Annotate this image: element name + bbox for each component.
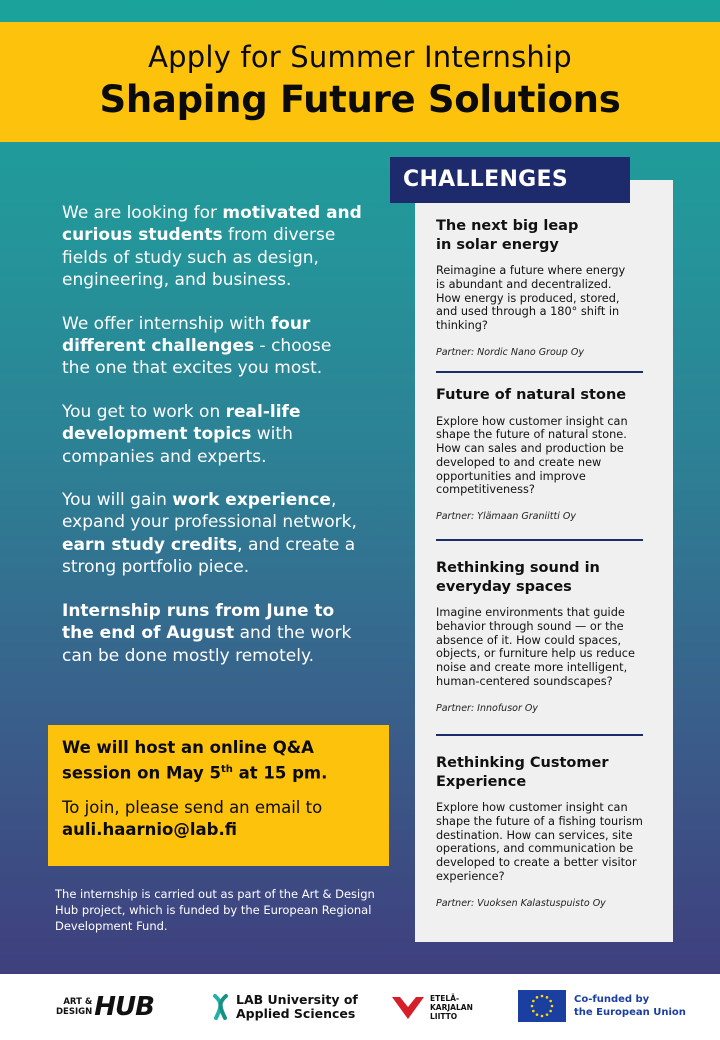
challenge-divider — [436, 371, 643, 373]
challenge-partner: Partner: Ylämaan Graniitti Oy — [436, 511, 576, 523]
eu-star — [541, 995, 544, 998]
eu-logo-text: Co-funded by the European Union — [574, 994, 686, 1018]
intro-paragraph-5 — [62, 600, 362, 667]
eu-star — [541, 1015, 544, 1018]
text: We offer internship with — [62, 313, 271, 334]
intro-paragraph-1 — [62, 202, 362, 292]
text: You get to work on — [62, 401, 226, 422]
qa-instruction: To join, please send an email to — [62, 797, 323, 817]
lab-logo-text: LAB University of Applied Sciences — [236, 992, 358, 1021]
header-title: Shaping Future Solutions — [99, 78, 621, 121]
qa-line1-end: at 15 pm. — [232, 763, 328, 783]
bold-text: work experience — [172, 490, 331, 511]
challenge-item — [436, 754, 648, 909]
text: from diverse fields of study such as design, engineering, and business. — [62, 225, 336, 291]
eu-star — [546, 996, 549, 999]
text: and the work can be done mostly remotely. — [62, 623, 352, 666]
etela-karjalan-liitto-logo — [390, 993, 473, 1021]
eu-star — [532, 1010, 535, 1013]
intro-text — [62, 202, 362, 688]
qa-callout — [48, 725, 389, 866]
lab-mark-icon — [212, 994, 230, 1020]
eu-cofunded-logo — [518, 990, 686, 1022]
challenge-description: Reimagine a future where energy is abundant and decentralized. How energy is produced, stored, and used through a 180° shift in thinking? — [436, 264, 626, 333]
lab-university-logo — [212, 993, 358, 1021]
text: You will gain — [62, 490, 173, 511]
header-subtitle: Apply for Summer Internship — [148, 40, 572, 74]
ek-heart-icon — [390, 993, 426, 1021]
bold-text: motivated and curious students — [62, 203, 362, 246]
header-banner — [0, 22, 720, 142]
eu-star — [536, 1013, 539, 1016]
challenge-item — [436, 559, 648, 714]
text: We are looking for — [62, 203, 223, 223]
eu-star — [536, 996, 539, 999]
text: with companies and experts. — [62, 424, 293, 467]
text: , expand your professional network, — [62, 490, 357, 533]
text: , and create a strong portfolio piece. — [62, 534, 356, 578]
intro-paragraph-3 — [62, 401, 362, 468]
challenge-item — [436, 386, 648, 522]
challenge-partner: Partner: Nordic Nano Group Oy — [436, 346, 584, 358]
qa-email-link[interactable]: auli.haarnio@lab.fi — [62, 819, 237, 839]
challenge-title: Future of natural stone — [436, 387, 627, 403]
bold-text: Internship runs from June to the end of August — [62, 600, 335, 644]
challenge-title: Rethinking sound in everyday spaces — [436, 560, 600, 595]
qa-sup: th — [221, 764, 233, 775]
challenge-description: Imagine environments that guide behavior through sound — or the absence of it. How could spaces, objects, or furniture help us reduce noise and create more intelligent, human-centered soundscapes? — [436, 606, 635, 688]
bold-text: earn study credits — [62, 534, 238, 555]
challenge-description: Explore how customer insight can shape the future of natural stone. How can sales and production be developed to and create new opportunities and improve competitiveness? — [436, 414, 628, 497]
challenge-title: Rethinking Customer Experience — [436, 755, 609, 790]
arthub-logo-hub-text: HUB — [94, 992, 154, 1022]
qa-announcement — [62, 737, 375, 785]
arthub-logo-small-text: ART & DESIGN — [56, 997, 93, 1017]
challenge-divider — [436, 539, 643, 541]
challenge-description: Explore how customer insight can shape the future of a fishing tourism destination. How can services, site operations, and communication be developed to create a better visitor experience? — [436, 801, 643, 883]
bold-text: real-life development topics — [62, 401, 301, 445]
eu-star — [546, 1013, 549, 1016]
art-design-hub-logo — [56, 992, 154, 1022]
funding-footnote: The internship is carried out as part of the Art & Design Hub project, which is funded by the European Regional Development Fund. — [55, 887, 375, 933]
challenge-divider — [436, 734, 643, 736]
eu-star — [531, 1005, 534, 1008]
text: - choose the one that excites you most. — [62, 336, 332, 379]
bold-text: four different challenges — [62, 313, 311, 357]
eu-flag-icon — [518, 990, 566, 1022]
ek-logo-text: ETELÄ- KARJALAN LIITTO — [430, 993, 473, 1021]
challenge-title: The next big leap in solar energy — [436, 218, 579, 253]
intro-paragraph-2 — [62, 313, 362, 380]
qa-line1: We will host an online Q&A session on May 5 — [62, 738, 314, 783]
challenge-item — [436, 217, 648, 358]
eu-star — [551, 1005, 554, 1008]
eu-star — [549, 1000, 552, 1003]
eu-star — [549, 1010, 552, 1013]
challenge-partner: Partner: Innofusor Oy — [436, 702, 538, 714]
challenge-partner: Partner: Vuoksen Kalastuspuisto Oy — [436, 897, 606, 909]
eu-star — [532, 1000, 535, 1003]
challenges-title: CHALLENGES — [390, 157, 630, 203]
intro-paragraph-4 — [62, 489, 362, 579]
